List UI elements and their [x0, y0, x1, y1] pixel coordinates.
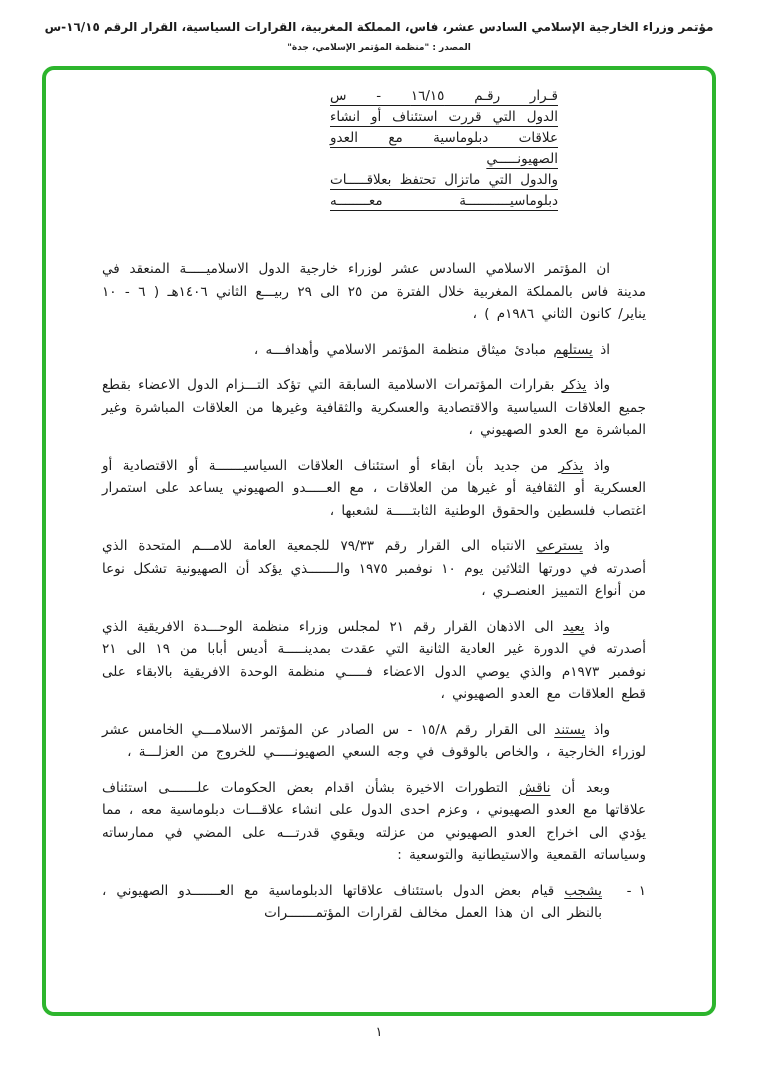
header-title: مؤتمر وزراء الخارجية الإسلامي السادس عشر، فاس، المملكة المغربية، القرارات السياسية، القرار الرقم ١٦/١٥-س: [44, 20, 714, 34]
list-item-number: ١ -: [626, 882, 646, 899]
paragraph-text: التطورات الاخيرة بشأن اقدام بعض الحكومات علـــــــى استئناف علاقاتها مع العدو الصهيوني ، وعزم احدى الدول على انشاء علاقـــات دبلوماسية معه ، مما يؤدي الى اخراج العدو الصهيوني من عزلته ويقوي قدرتـــه على المضي في ممارساته وسياساته القمعية والاستيطانية والتوسعية :: [102, 779, 646, 863]
paragraph-lead: اذ: [592, 341, 610, 358]
paragraph-text: مبادئ ميثاق منظمة المؤتمر الاسلامي وأهدافـــه ،: [253, 341, 554, 358]
paragraph-text: ان المؤتمر الاسلامي السادس عشر لوزراء خارجية الدول الاسلاميـــــة المنعقد في مدينة فاس بالمملكة المغربية خلال الفترة من ٢٥ الى ٢٩ ربيـــع الثاني ١٤٠٦هـ ( ٦ - ١٠ يناير/ كانون الثاني ١٩٨٦م ) ،: [102, 261, 646, 322]
paragraph-lead: وبعد أن: [550, 779, 611, 796]
list-item-text: [102, 880, 602, 925]
paragraph-text: الى الاذهان القرار رقم ٢١ لمجلس وزراء منظمة الوحـــدة الافريقية الذي أصدرته في الدورة غير العادية الثانية التي عقدت بمدينـــــة أديس أبابا من ١٩ الى ٢١ نوفمبر ١٩٧٣م والذي يوصي الدول الاعضاء فـــــي منظمة الوحدة الافريقية بالابقاء على قطع العلاقات مع العدو الصهيوني ،: [102, 618, 647, 702]
paragraph-text: بقرارات المؤتمرات الاسلامية السابقة التي تؤكد التـــزام الدول الاعضاء بقطع جميع العلاقات السياسية والاقتصادية والعسكرية والثقافية وغيرها من العلاقات المباشرة وغير المباشرة مع العدو الصهيوني ،: [102, 377, 646, 438]
paragraph-keyword-underlined: يذكر: [558, 457, 584, 474]
document-header: [0, 0, 758, 53]
paragraph-keyword-underlined: يذكر: [561, 377, 587, 393]
list-item-keyword-underlined: يشجب: [564, 882, 602, 899]
page-number: ١: [375, 1025, 383, 1040]
paragraph-lead: واذ: [584, 618, 610, 635]
paragraph-clause: [102, 374, 646, 442]
resolution-title-line-4: والدول التي ماتزال تحتفظ بعلاقـــــات: [330, 172, 558, 188]
paragraph-clause: [102, 455, 646, 523]
header-source-line: المصدر : "منظمة المؤتمر الإسلامي، جدة": [287, 43, 471, 53]
paragraph-text: الى القرار رقم ١٥/٨ - س الصادر عن المؤتمر الاسلامـــي الخامس عشر لوزراء الخارجية ، والخاص بالوقوف في وجه السعي الصهيونـــــي للخروج من العزلـــة ،: [102, 721, 646, 760]
list-item-rest: قيام بعض الدول باستئناف علاقاتها الدبلوماسية مع العـــــــدو الصهيوني ، بالنظر الى ان هذا العمل مخالف لقرارات المؤتمـــــــرات: [102, 882, 602, 921]
paragraph-keyword-underlined: يستلهم: [553, 341, 593, 358]
paragraph-lead: واذ: [585, 721, 610, 738]
paragraph-keyword-underlined: يعيد: [562, 618, 585, 635]
paragraph-lead: واذ: [583, 457, 611, 474]
list-item-1: [102, 880, 646, 925]
paragraph-text: الانتباه الى القرار رقم ٧٩/٣٣ للجمعية العامة للامـــم المتحدة الذي أصدرته في دورتها الثلاثين يوم ١٠ نوفمبر ١٩٧٥ والـــــــذي يؤكد أن الصهيونية تشكل نوعا من أنواع التمييز العنصـري ،: [102, 538, 646, 599]
paragraph-text: من جديد بأن ابقاء أو استئناف العلاقات السياسيـــــــة أو الاقتصادية أو العسكرية أو الثقافية أو غيرها من العلاقات ، مع العـــــدو الصهيوني يساعد على استمرار اغتصاب فلسطين والحقوق الوطنية الثابتـــــة لشعبها ،: [102, 457, 646, 519]
paragraph-clause: [102, 339, 646, 362]
paragraph-keyword-underlined: ناقش: [519, 779, 551, 796]
resolution-title-block: [330, 86, 558, 212]
paragraph-preamble: [102, 258, 646, 326]
resolution-green-frame: [42, 66, 716, 1016]
resolution-title-line-3: علاقات دبلوماسية مع العدو الصهيونـــــي: [330, 130, 558, 167]
paragraph-lead: واذ: [586, 377, 611, 393]
resolution-title-line-5: دبلوماسيـــــــــــة معــــــــه: [330, 193, 558, 209]
resolution-title-line-2: الدول التي قررت استئناف أو انشاء: [330, 109, 558, 125]
resolution-title-line-1: قـرار رقـم ١٦/١٥ - س: [330, 88, 558, 104]
paragraph-clause: [102, 616, 646, 706]
paragraph-clause: [102, 777, 646, 867]
paragraph-clause: [102, 719, 646, 764]
paragraph-lead: واذ: [582, 538, 610, 554]
paragraph-keyword-underlined: يسترعي: [536, 538, 583, 554]
paragraph-keyword-underlined: يستند: [554, 721, 586, 738]
paragraph-clause: [102, 535, 646, 603]
resolution-body: [102, 258, 646, 925]
